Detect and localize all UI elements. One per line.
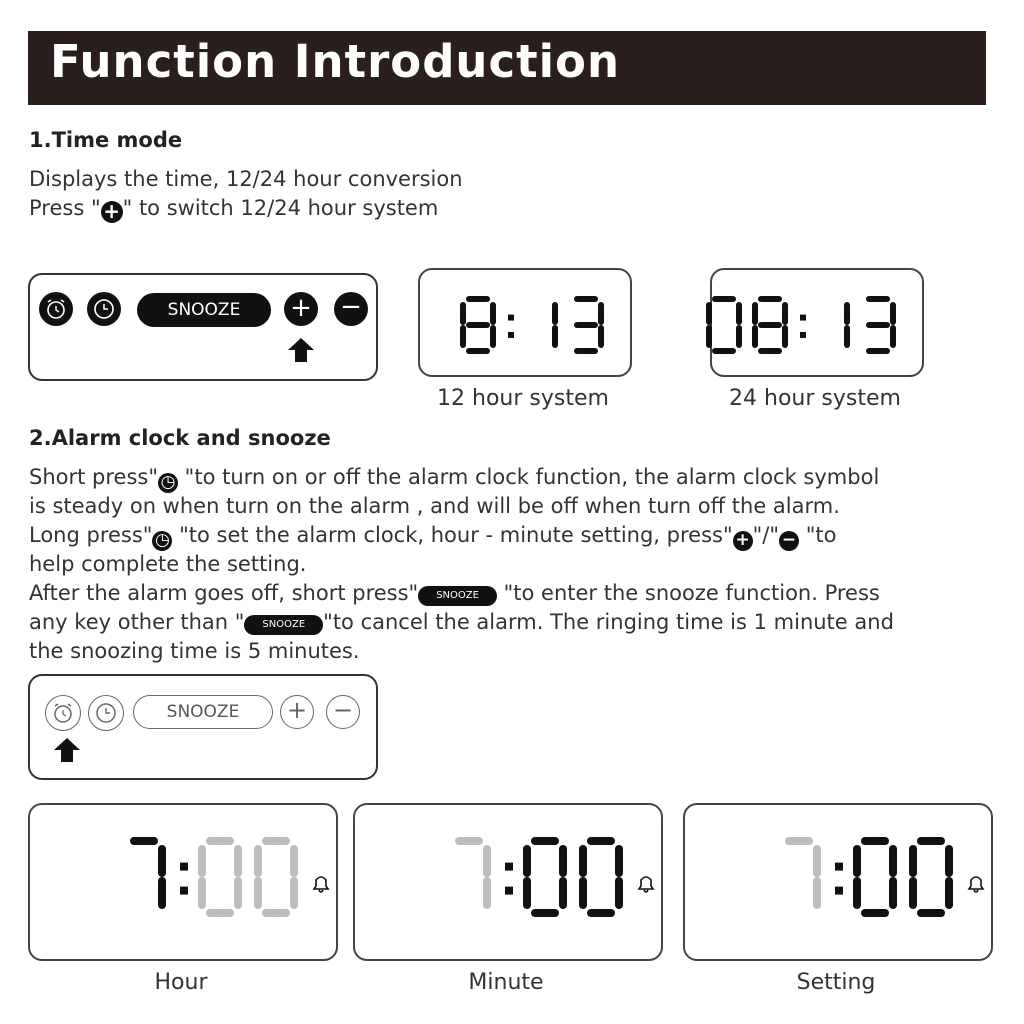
segment [909,877,917,909]
bell-icon [969,877,983,892]
display-24-hour [710,268,924,377]
alarm-clock-icon [46,696,80,730]
segment [198,845,206,877]
segment [712,348,736,354]
segment [206,837,234,845]
segment [782,325,788,348]
plus-icon: + [733,531,753,551]
segment [262,837,290,845]
segment [889,845,897,877]
digit [523,837,567,917]
time-readout-24 [706,296,906,354]
colon-dot [800,332,806,338]
clock-button[interactable] [88,695,124,731]
digit [579,837,623,917]
up-arrow-icon [54,738,80,762]
time-readout-hour [122,837,330,917]
colon-dot [180,863,188,871]
digit [198,837,242,917]
segment [853,877,861,909]
section-1-line-1: Displays the time, 12/24 hour conversion [29,167,463,191]
alarm-clock-icon [39,292,73,326]
snooze-button[interactable]: SNOOZE [133,695,273,729]
segment [531,837,559,845]
caption-12-hour: 12 hour system [437,386,609,411]
segment [460,302,466,325]
segment [130,837,158,845]
section-2-line-6: any key other than " SNOOZE "to cancel the alarm. The ringing time is 1 minute and [29,610,894,634]
digit [785,837,821,909]
colon-dot [508,315,514,321]
segment [490,325,496,348]
segment [483,877,491,909]
digit [455,837,491,909]
clock-icon [89,696,123,730]
segment [290,845,298,877]
segment [752,325,758,348]
control-panel-2 [28,674,378,780]
segment [758,296,782,302]
segment [866,322,890,328]
digit [460,296,496,354]
segment [234,877,242,909]
snooze-button[interactable]: SNOOZE [137,293,271,327]
segment [598,325,604,348]
segment [844,325,850,348]
segment [758,348,782,354]
colon-dot [508,332,514,338]
segment [254,877,262,909]
caption-hour: Hour [154,970,208,995]
segment [552,302,558,325]
colon-dot [505,863,513,871]
display-alarm-hour [28,803,338,961]
section-2-line-1: Short press" ◷ "to turn on or off the alarm clock function, the alarm clock symbol [29,465,880,492]
segment [574,296,598,302]
plus-button[interactable] [284,292,318,326]
time-readout-minute [447,837,655,917]
segment [158,845,166,877]
segment [782,302,788,325]
display-12-hour [418,268,632,377]
minus-button[interactable] [326,695,360,729]
segment [785,837,813,845]
plus-icon: + [290,293,312,323]
snooze-pill: SNOOZE [418,586,497,606]
segment [752,302,758,325]
colon-dot [835,863,843,871]
caption-setting: Setting [796,970,876,995]
minus-icon: − [779,531,799,551]
segment [559,845,567,877]
segment [587,837,615,845]
title-banner [28,31,986,105]
digit [130,837,166,909]
segment [945,845,953,877]
segment [758,322,782,328]
section-2-line-4: help complete the setting. [29,552,307,576]
plus-icon: + [101,201,123,223]
section-2-line-3: Long press" ◷ "to set the alarm clock, hour - minute setting, press" + "/" − "to [29,523,837,550]
display-alarm-setting [683,803,993,961]
segment [466,348,490,354]
segment [234,845,242,877]
segment [844,302,850,325]
alarm-clock-icon: ◷ [158,473,178,493]
minus-icon: − [332,696,354,724]
segment [158,877,166,909]
segment [736,302,742,325]
segment [861,909,889,917]
segment [574,322,598,328]
colon-dot [835,887,843,895]
segment [559,877,567,909]
digit [574,296,604,354]
colon-dot [800,315,806,321]
digit [254,837,298,917]
alarm-button[interactable] [39,292,73,326]
segment [706,302,712,325]
colon-dot [180,887,188,895]
segment [890,302,896,325]
digit [552,302,558,348]
segment [598,302,604,325]
time-readout-12 [460,296,614,354]
segment [483,845,491,877]
segment [712,296,736,302]
snooze-pill: SNOOZE [244,615,323,635]
segment [531,909,559,917]
section-2-title: 2.Alarm clock and snooze [29,426,331,450]
minus-button[interactable] [334,292,368,326]
page-title: Function Introduction [50,35,621,88]
segment [861,837,889,845]
segment [206,909,234,917]
segment [813,877,821,909]
segment [490,302,496,325]
segment [813,845,821,877]
segment [460,325,466,348]
segment [198,877,206,909]
time-readout-setting [777,837,985,917]
display-alarm-minute [353,803,663,961]
segment [466,322,490,328]
caption-minute: Minute [468,970,544,995]
section-2-line-5: After the alarm goes off, short press" SNOOZE "to enter the snooze function. Press [29,581,880,605]
digit [844,302,850,348]
segment [523,845,531,877]
segment [466,296,490,302]
segment [455,837,483,845]
section-2-line-2: is steady on when turn on the alarm , and will be off when turn off the alarm. [29,494,840,518]
segment [254,845,262,877]
minus-icon: − [340,292,362,322]
digit [866,296,896,354]
section-2-line-7: the snoozing time is 5 minutes. [29,639,360,663]
segment [615,877,623,909]
segment [889,877,897,909]
bell-icon [639,877,653,892]
alarm-button[interactable] [45,695,81,731]
plus-button[interactable] [280,695,314,729]
segment [587,909,615,917]
alarm-clock-icon: ◷ [152,531,172,551]
digit [909,837,953,917]
bell-icon [314,877,328,892]
segment [579,877,587,909]
segment [290,877,298,909]
colon-dot [505,887,513,895]
segment [917,837,945,845]
plus-icon: + [286,696,308,724]
clock-icon [87,292,121,326]
segment [890,325,896,348]
segment [552,325,558,348]
digit [706,296,742,354]
clock-button[interactable] [87,292,121,326]
segment [945,877,953,909]
segment [909,845,917,877]
segment [866,296,890,302]
segment [579,845,587,877]
digit [752,296,788,354]
section-1-line-2: Press " + " to switch 12/24 hour system [29,196,439,223]
up-arrow-icon [288,338,314,362]
segment [615,845,623,877]
segment [523,877,531,909]
digit [853,837,897,917]
segment [736,325,742,348]
segment [574,348,598,354]
segment [917,909,945,917]
control-panel-1 [28,273,378,381]
section-1-title: 1.Time mode [29,128,183,152]
caption-24-hour: 24 hour system [729,386,901,411]
segment [866,348,890,354]
segment [706,325,712,348]
segment [262,909,290,917]
segment [853,845,861,877]
